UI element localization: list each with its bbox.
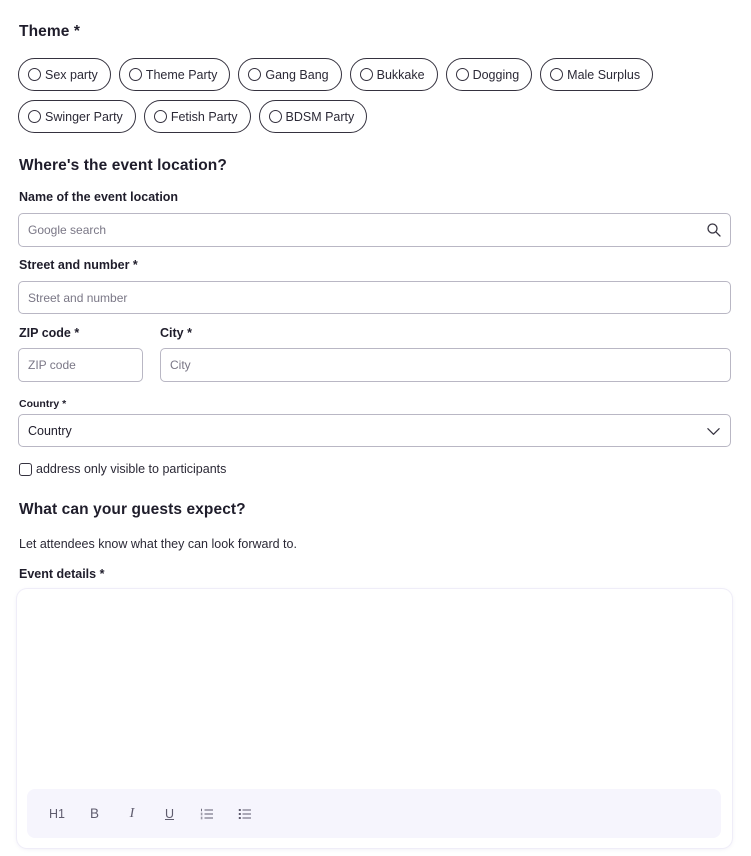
country-select[interactable] <box>18 414 731 447</box>
underline-button[interactable]: U <box>164 806 175 821</box>
location-name-label: Name of the event location <box>19 190 179 204</box>
theme-option-label: Sex party <box>45 67 98 82</box>
theme-option-label: Swinger Party <box>45 109 123 124</box>
event-details-label: Event details * <box>19 567 105 581</box>
city-input[interactable] <box>170 349 721 381</box>
theme-option-label: Fetish Party <box>170 109 238 124</box>
radio-icon <box>28 110 41 123</box>
theme-option-gang-bang[interactable] <box>238 58 341 91</box>
radio-icon <box>28 68 41 81</box>
theme-option-dogging[interactable] <box>446 58 533 91</box>
street-field <box>18 281 731 314</box>
country-select-value: Country <box>28 423 72 438</box>
ordered-list-button[interactable] <box>196 803 218 825</box>
search-icon[interactable] <box>706 222 722 238</box>
theme-option-label: Gang Bang <box>265 67 329 82</box>
theme-option-label: Dogging <box>472 67 520 82</box>
theme-option-label: Male Surplus <box>567 67 641 82</box>
theme-option-sex-party[interactable] <box>18 58 111 91</box>
radio-icon <box>129 68 142 81</box>
radio-icon <box>456 68 469 81</box>
event-details-editor <box>17 589 732 848</box>
radio-icon <box>360 68 373 81</box>
theme-option-bdsm-party[interactable] <box>259 100 368 133</box>
theme-option-label: BDSM Party <box>285 109 355 124</box>
theme-option-label: Theme Party <box>145 67 218 82</box>
ordered-list-icon <box>200 807 214 821</box>
event-details-textarea[interactable] <box>17 589 732 784</box>
theme-option-bukkake[interactable] <box>350 58 438 91</box>
editor-toolbar <box>27 789 721 838</box>
theme-option-theme-party[interactable] <box>119 58 231 91</box>
radio-icon <box>550 68 563 81</box>
address-visibility-checkbox[interactable] <box>19 463 32 476</box>
radio-icon <box>154 110 167 123</box>
bold-button[interactable]: B <box>89 806 99 821</box>
italic-button[interactable]: I <box>129 805 135 821</box>
radio-icon <box>269 110 282 123</box>
theme-options-row2 <box>18 100 733 133</box>
street-input[interactable] <box>28 282 721 313</box>
bullet-list-icon <box>238 807 252 821</box>
theme-option-swinger-party[interactable] <box>18 100 136 133</box>
location-title: Where's the event location? <box>19 157 227 174</box>
address-visibility-label[interactable]: address only visible to participants <box>36 462 227 476</box>
heading1-button[interactable]: H1 <box>49 806 65 821</box>
expect-description: Let attendees know what they can look forward to. <box>19 537 297 551</box>
theme-option-label: Bukkake <box>376 67 425 82</box>
street-label: Street and number * <box>19 258 138 272</box>
location-name-field <box>18 213 731 247</box>
bullet-list-button[interactable] <box>234 803 256 825</box>
theme-option-male-surplus[interactable] <box>540 58 653 91</box>
expect-title: What can your guests expect? <box>19 501 246 518</box>
city-field <box>160 348 731 382</box>
theme-title: Theme * <box>19 23 80 40</box>
location-search-input[interactable] <box>28 214 721 246</box>
theme-options-row1 <box>18 58 733 91</box>
country-label: Country * <box>19 398 67 410</box>
radio-icon <box>248 68 261 81</box>
city-label: City * <box>160 326 192 340</box>
chevron-down-icon <box>706 424 721 439</box>
zip-field <box>18 348 143 382</box>
theme-option-fetish-party[interactable] <box>144 100 251 133</box>
zip-label: ZIP code * <box>19 326 80 340</box>
address-visibility-row <box>19 462 226 476</box>
zip-input[interactable] <box>28 349 133 381</box>
